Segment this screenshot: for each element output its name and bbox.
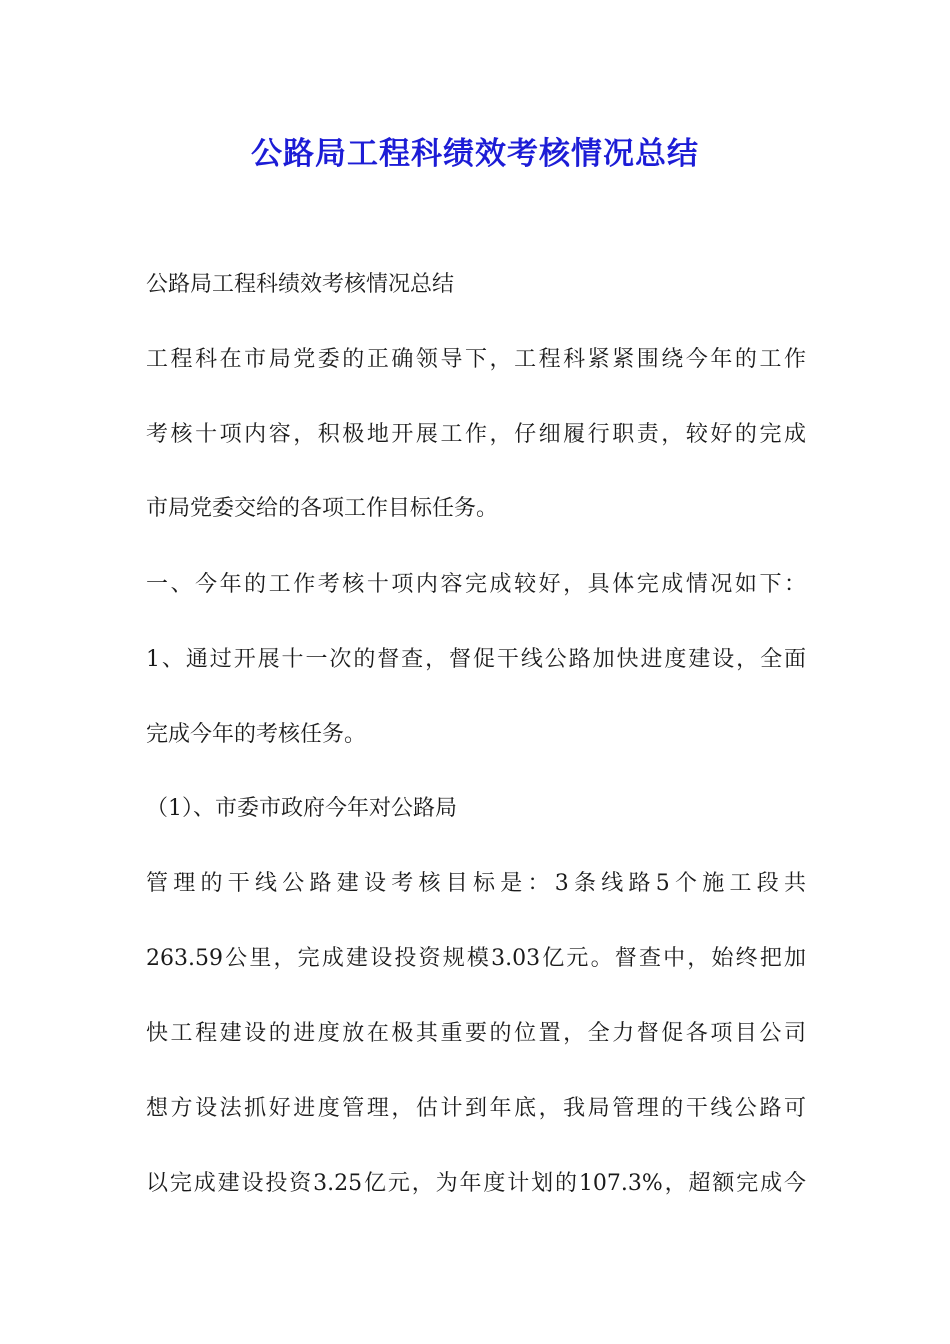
paragraph-line: 公路局工程科绩效考核情况总结: [146, 272, 455, 297]
section-heading: 一、今年的工作考核十项内容完成较好，具体完成情况如下：: [146, 572, 806, 597]
paragraph-line: 考核十项内容，积极地开展工作，仔细履行职责，较好的完成: [146, 422, 806, 447]
paragraph-line: 管理的干线公路建设考核目标是：3条线路5个施工段共: [146, 871, 806, 896]
subsection-heading: （1）、市委市政府今年对公路局: [146, 796, 457, 821]
paragraph-line: 以完成建设投资3.25亿元，为年度计划的107.3%，超额完成今: [146, 1171, 806, 1196]
paragraph-line: 工程科在市局党委的正确领导下，工程科紧紧围绕今年的工作: [146, 347, 806, 372]
paragraph-line: 市局党委交给的各项工作目标任务。: [146, 496, 499, 521]
paragraph-line: 快工程建设的进度放在极其重要的位置，全力督促各项目公司: [146, 1021, 806, 1046]
paragraph-line: 想方设法抓好进度管理，估计到年底，我局管理的干线公路可: [146, 1096, 806, 1121]
paragraph-line: 263.59公里，完成建设投资规模3.03亿元。督查中，始终把加: [146, 946, 806, 971]
paragraph-line: 1、通过开展十一次的督查，督促干线公路加快进度建设，全面: [146, 647, 806, 672]
paragraph-line: 完成今年的考核任务。: [146, 722, 367, 747]
document-title: 公路局工程科绩效考核情况总结: [251, 136, 699, 172]
